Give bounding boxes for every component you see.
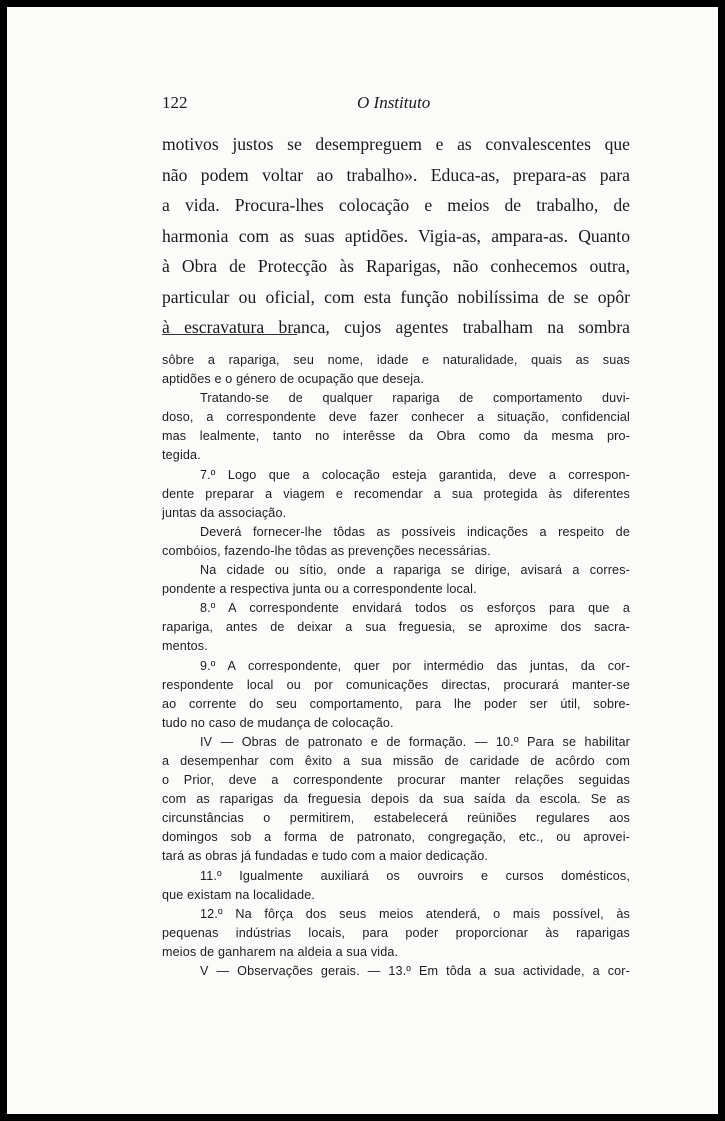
footnote-line: ao corrente do seu comportamento, para lhe poder ser útil, sobre- bbox=[162, 696, 630, 711]
body-line: a vida. Procura-lhes colocação e meios de trabalho, de bbox=[162, 195, 630, 215]
footnote-line: tegida. bbox=[162, 448, 201, 463]
footnote-line: doso, a correspondente deve fazer conhecer a situação, confidencial bbox=[162, 410, 630, 425]
body-line: harmonia com as suas aptidões. Vigia-as, ampara-as. Quanto bbox=[162, 225, 630, 246]
footnote-line: com as raparigas da freguesia depois da sua saída da escola. Se as bbox=[162, 792, 630, 807]
body-text bbox=[162, 129, 630, 343]
footnote-divider bbox=[162, 334, 297, 335]
footnote-line: 11.º Igualmente auxiliará os ouvroirs e cursos domésticos, bbox=[200, 868, 630, 883]
footnote-line: Tratando-se de qualquer rapariga de comportamento duvi- bbox=[200, 391, 630, 406]
footnote-line: mentos. bbox=[162, 639, 208, 654]
footnote-line: domingos sob a forma de patronato, congregação, etc., ou aprovei- bbox=[162, 830, 630, 845]
footnote-line: rapariga, antes de deixar a sua freguesia, se aproxime dos sacra- bbox=[162, 620, 630, 635]
footnote-line: 8.º A correspondente envidará todos os esforços para que a bbox=[200, 601, 630, 616]
footnote-line: meios de ganharem na aldeia a sua vida. bbox=[162, 944, 399, 959]
footnote-line: tudo no caso de mudança de colocação. bbox=[162, 715, 394, 730]
body-line: à escravatura branca, cujos agentes trabalham na sombra bbox=[162, 317, 630, 337]
body-line: motivos justos se desempreguem e as convalescentes que bbox=[162, 134, 630, 154]
footnote-line: combóios, fazendo-lhe tôdas as prevenções necessárias. bbox=[162, 543, 491, 558]
footnote-line: que existam na localidade. bbox=[162, 887, 316, 902]
footnote-line: mas lealmente, tanto no interêsse da Obra como da mesma pro- bbox=[162, 429, 630, 444]
footnote-line: a desempenhar com êxito a sua missão de caridade de acôrdo com bbox=[162, 753, 630, 768]
running-title: O Instituto bbox=[357, 93, 431, 112]
page-header bbox=[7, 93, 718, 117]
body-line: à Obra de Protecção às Raparigas, não conhecemos outra, bbox=[162, 256, 630, 276]
book-page bbox=[7, 7, 718, 1114]
footnote-line: dente preparar a viagem e recomendar a sua protegida às diferentes bbox=[162, 486, 630, 501]
page-number: 122 bbox=[162, 93, 188, 112]
footnote-line: sôbre a rapariga, seu nome, idade e naturalidade, quais as suas bbox=[162, 353, 630, 367]
body-line: não podem voltar ao trabalho». Educa-as, prepara-as para bbox=[162, 164, 630, 185]
footnote-line: IV — Obras de patronato e de formação. — 10.º Para se habilitar bbox=[200, 734, 630, 749]
footnote-line: circunstâncias o permitirem, estabelecerá reüniões regulares aos bbox=[162, 811, 630, 826]
footnote-line: aptidões e o género de ocupação que deseja. bbox=[162, 372, 425, 387]
footnote-line: 12.º Na fôrça dos seus meios atenderá, o mais possível, às bbox=[200, 906, 630, 921]
footnote-line: pondente a respectiva junta ou a correspondente local. bbox=[162, 582, 477, 597]
footnote-line: o Prior, deve a correspondente procurar manter relações seguidas bbox=[162, 773, 630, 788]
footnote-text bbox=[162, 351, 630, 981]
footnote-line: tará as obras já fundadas e tudo com a maior dedicação. bbox=[162, 849, 489, 864]
footnote-line: 7.º Logo que a colocação esteja garantida, deve a correspon- bbox=[200, 467, 630, 482]
body-line: particular ou oficial, com esta função nobilíssima de se opôr bbox=[162, 286, 630, 307]
footnote-line: respondente local ou por comunicações directas, procurará manter-se bbox=[162, 677, 630, 692]
footnote-line: pequenas indústrias locais, para poder proporcionar às raparigas bbox=[162, 925, 630, 940]
footnote-line: Deverá fornecer-lhe tôdas as possíveis indicações a respeito de bbox=[200, 524, 630, 539]
footnote-line: V — Observações gerais. — 13.º Em tôda a sua actividade, a cor- bbox=[200, 964, 630, 978]
footnote-line: juntas da associação. bbox=[162, 505, 287, 520]
footnote-line: 9.º A correspondente, quer por intermédio das juntas, da cor- bbox=[200, 658, 630, 673]
footnote-line: Na cidade ou sítio, onde a rapariga se dirige, avisará a corres- bbox=[200, 563, 630, 578]
